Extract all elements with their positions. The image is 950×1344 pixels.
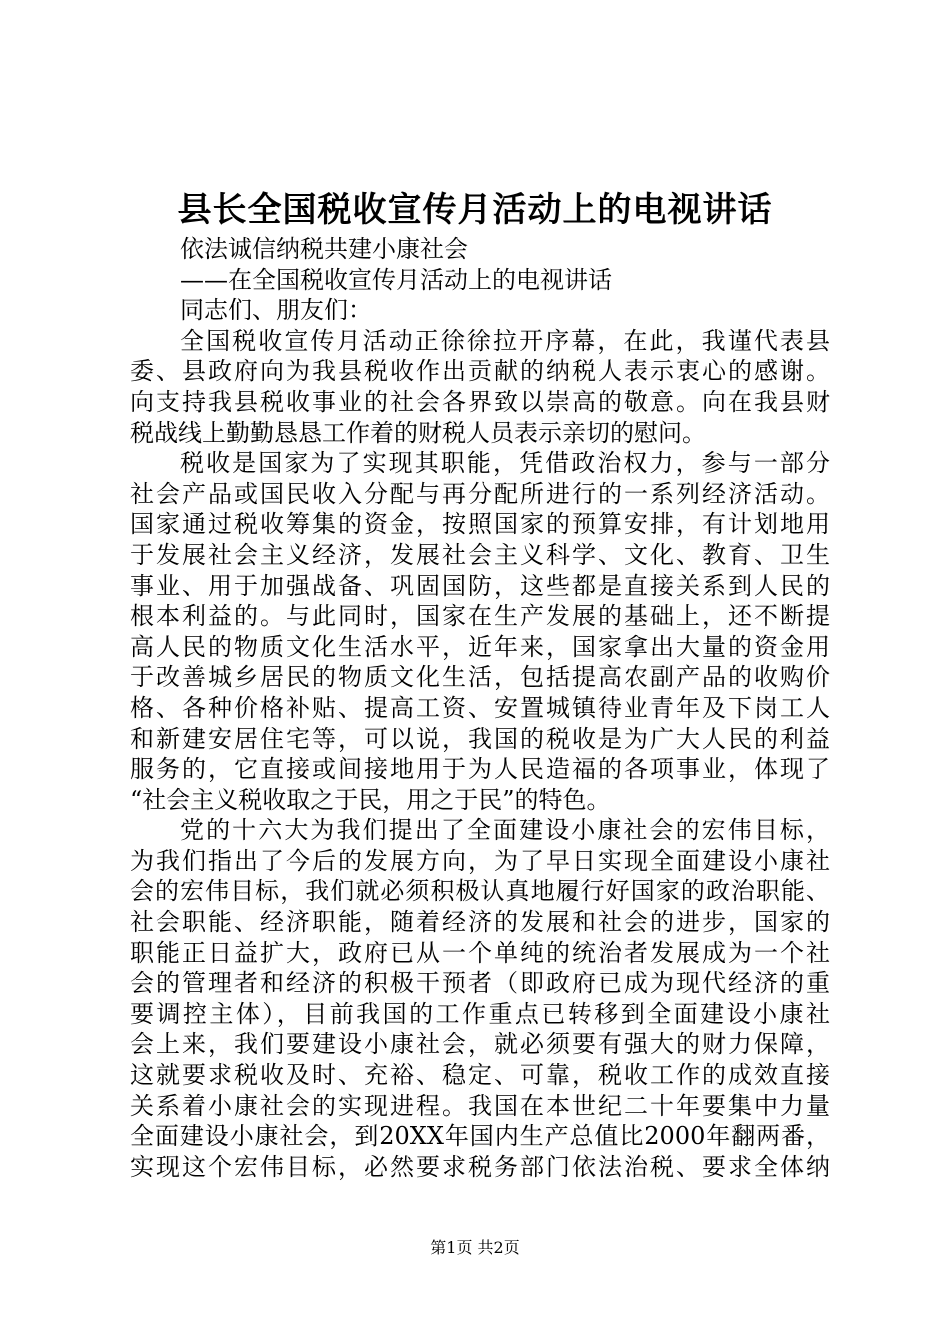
salutation: 同志们、朋友们：	[180, 296, 372, 325]
subtitle-line: 依法诚信纳税共建小康社会	[180, 235, 468, 263]
paragraph-line: 根本利益的。与此同时，国家在生产发展的基础上，还不断提	[130, 602, 830, 631]
paragraph-line: 要调控主体），目前我国的工作重点已转移到全面建设小康社	[130, 999, 830, 1028]
paragraph-line: 这就要求税收及时、充裕、稳定、可靠，税收工作的成效直接	[130, 1061, 830, 1090]
paragraph-line: 委、县政府向为我县税收作出贡献的纳税人表示衷心的感谢。	[130, 357, 830, 386]
paragraph-line: 税收是国家为了实现其职能，凭借政治权力，参与一部分	[180, 449, 830, 478]
paragraph-line: 高人民的物质文化生活水平，近年来，国家拿出大量的资金用	[130, 632, 830, 661]
paragraph-line: 会上来，我们要建设小康社会，就必须要有强大的财力保障，	[130, 1030, 830, 1059]
paragraph-line: 税战线上勤勤恳恳工作着的财税人员表示亲切的慰问。	[130, 418, 706, 447]
page-number: 第1页 共2页	[430, 1238, 520, 1257]
paragraph-line: 事业、用于加强战备、巩固国防，这些都是直接关系到人民的	[130, 571, 830, 600]
paragraph-line: 党的十六大为我们提出了全面建设小康社会的宏伟目标，	[180, 816, 830, 845]
paragraph-line: 社会职能、经济职能，随着经济的发展和社会的进步，国家的	[130, 908, 830, 937]
paragraph-line: 服务的，它直接或间接地用于为人民造福的各项事业，体现了	[130, 755, 830, 784]
paragraph-line: 全面建设小康社会，到20XX年国内生产总值比2000年翻两番，	[130, 1122, 830, 1151]
paragraph-line: 实现这个宏伟目标，必然要求税务部门依法治税、要求全体纳	[130, 1152, 830, 1181]
paragraph-line: “社会主义税收取之于民，用之于民”的特色。	[130, 785, 611, 814]
paragraph-line: 社会产品或国民收入分配与再分配所进行的一系列经济活动。	[130, 479, 830, 508]
paragraph-line: 和新建安居住宅等，可以说，我国的税收是为广大人民的利益	[130, 724, 830, 753]
paragraph-line: 全国税收宣传月活动正徐徐拉开序幕，在此，我谨代表县	[180, 326, 830, 355]
paragraph-line: 关系着小康社会的实现进程。我国在本世纪二十年要集中力量	[130, 1091, 830, 1120]
paragraph-line: 于发展社会主义经济，发展社会主义科学、文化、教育、卫生	[130, 540, 830, 569]
paragraph-line: 会的宏伟目标，我们就必须积极认真地履行好国家的政治职能、	[130, 877, 830, 906]
document-body	[130, 234, 830, 1182]
subtitle-line: ——在全国税收宣传月活动上的电视讲话	[180, 265, 612, 294]
paragraph-line: 格、各种价格补贴、提高工资、安置城镇待业青年及下岗工人	[130, 693, 830, 722]
paragraph-line: 会的管理者和经济的积极干预者（即政府已成为现代经济的重	[130, 969, 830, 998]
document-title: 县长全国税收宣传月活动上的电视讲话	[177, 190, 773, 230]
paragraph-line: 于改善城乡居民的物质文化生活，包括提高农副产品的收购价	[130, 663, 830, 692]
paragraph-line: 为我们指出了今后的发展方向，为了早日实现全面建设小康社	[130, 846, 830, 875]
paragraph-line: 职能正日益扩大，政府已从一个单纯的统治者发展成为一个社	[130, 938, 830, 967]
paragraph-line: 国家通过税收筹集的资金，按照国家的预算安排，有计划地用	[130, 510, 830, 539]
paragraph-line: 向支持我县税收事业的社会各界致以崇高的敬意。向在我县财	[130, 387, 830, 416]
